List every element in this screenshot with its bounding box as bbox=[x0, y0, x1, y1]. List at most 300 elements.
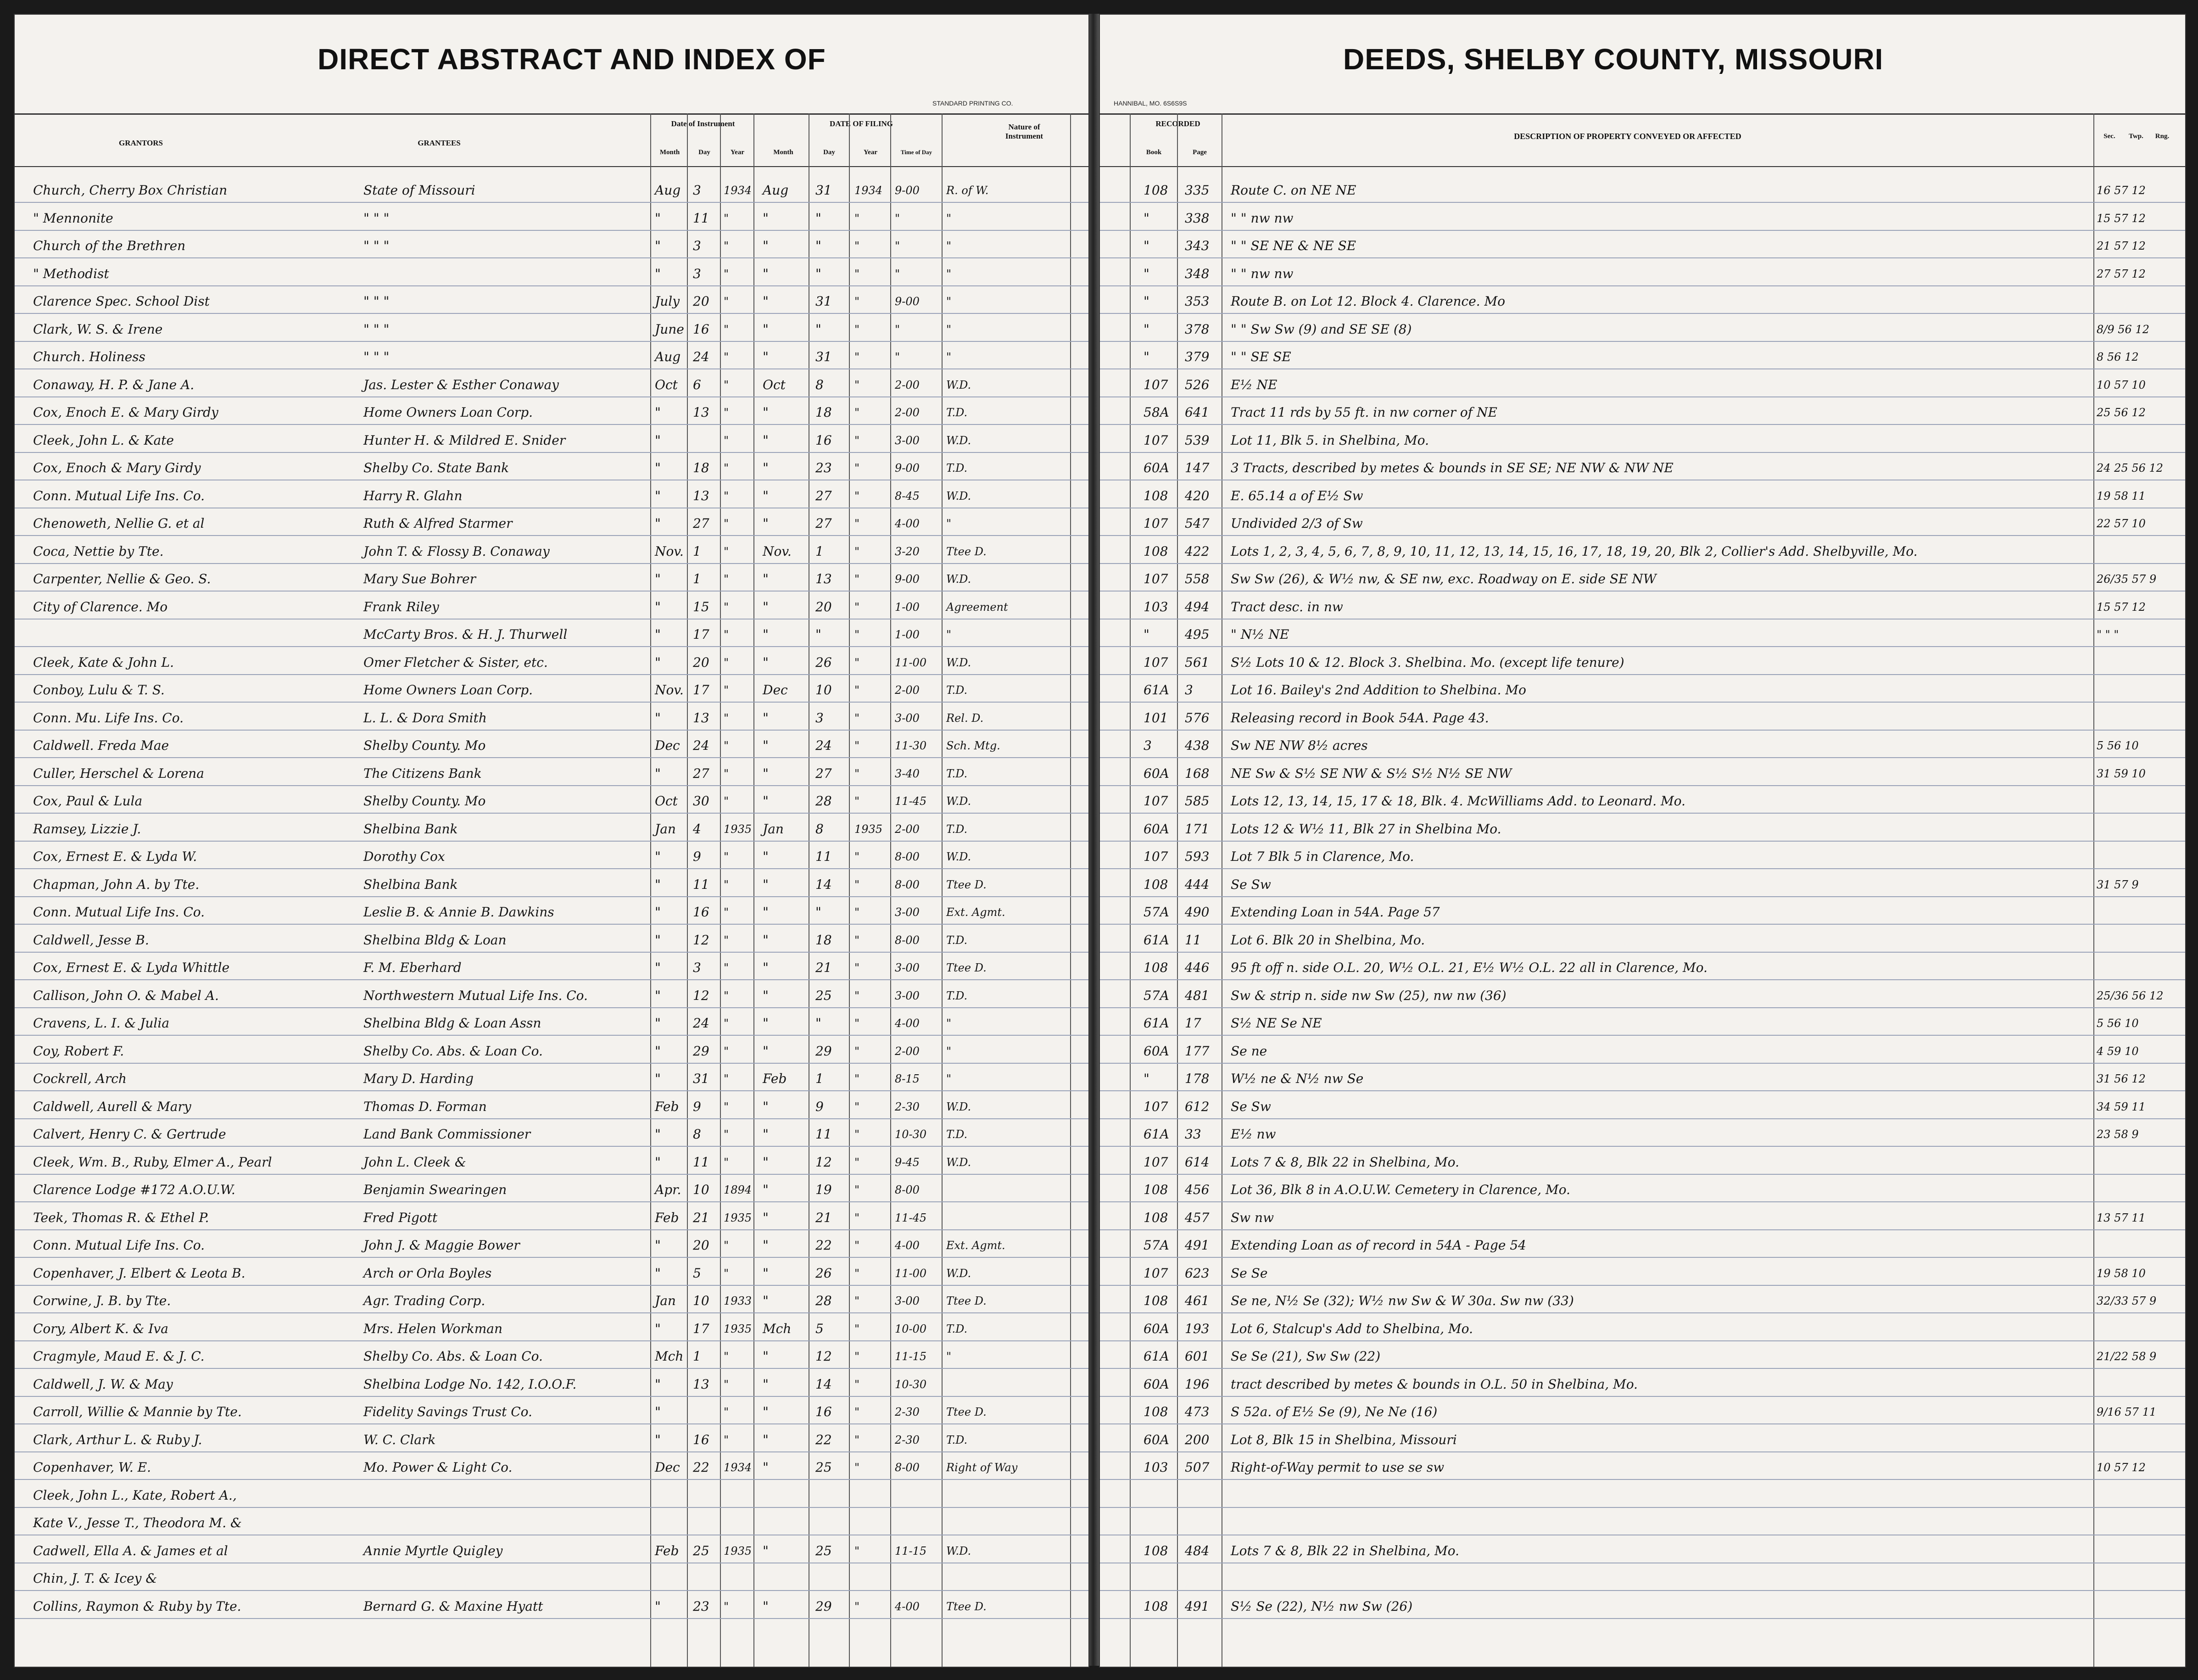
cell-page: 576 bbox=[1185, 710, 1210, 726]
right-ledger-row bbox=[1100, 536, 2185, 567]
cell-book: 57A bbox=[1144, 904, 1169, 920]
cell-im: Aug bbox=[655, 183, 681, 198]
cell-desc: Se ne bbox=[1231, 1043, 1267, 1059]
cell-id: 24 bbox=[693, 349, 709, 364]
cell-im: Apr. bbox=[655, 1182, 681, 1197]
cell-time: 1-00 bbox=[895, 628, 920, 641]
cell-fd: 8 bbox=[815, 821, 824, 837]
cell-im: Feb bbox=[655, 1099, 679, 1114]
cell-desc: Lots 12, 13, 14, 15, 17 & 18, Blk. 4. McWilliams Add. to Leonard. Mo. bbox=[1231, 793, 1686, 809]
cell-book: 108 bbox=[1144, 1404, 1168, 1419]
cell-time: 2-30 bbox=[895, 1406, 920, 1418]
cell-grantor: Caldwell. Freda Mae bbox=[33, 738, 169, 753]
cell-book: 107 bbox=[1144, 516, 1168, 531]
cell-nature: T.D. bbox=[946, 989, 968, 1002]
inst-year-header: Year bbox=[731, 149, 744, 156]
cell-nature: " bbox=[946, 295, 952, 308]
cell-time: 11-45 bbox=[895, 1211, 927, 1224]
cell-desc: Route C. on NE NE bbox=[1231, 183, 1356, 198]
cell-id: 13 bbox=[693, 710, 709, 726]
cell-str: 8 56 12 bbox=[2097, 351, 2139, 363]
cell-grantor: Conboy, Lulu & T. S. bbox=[33, 682, 165, 698]
cell-iy: " bbox=[724, 1072, 729, 1085]
right-ledger-row bbox=[1100, 425, 2185, 456]
cell-fm: " bbox=[763, 1210, 769, 1225]
cell-book: 101 bbox=[1144, 710, 1168, 726]
cell-nature: W.D. bbox=[946, 795, 971, 808]
cell-id: 4 bbox=[693, 821, 701, 837]
cell-fd: 8 bbox=[815, 377, 824, 392]
cell-nature: Ttee D. bbox=[946, 1295, 987, 1307]
cell-page: 193 bbox=[1185, 1321, 1210, 1336]
cell-fy: " bbox=[854, 1461, 860, 1474]
cell-im: " bbox=[655, 266, 661, 281]
cell-im: " bbox=[655, 849, 661, 864]
cell-desc: Lot 36, Blk 8 in A.O.U.W. Cemetery in Clarence, Mo. bbox=[1231, 1182, 1570, 1197]
cell-grantee: Agr. Trading Corp. bbox=[363, 1293, 485, 1308]
cell-book: 107 bbox=[1144, 849, 1168, 864]
left-ledger-row bbox=[15, 481, 1088, 511]
left-ledger-row bbox=[15, 1425, 1088, 1455]
cell-im: " bbox=[655, 460, 661, 475]
right-ledger-row bbox=[1100, 370, 2185, 400]
cell-id: 24 bbox=[693, 738, 709, 753]
cell-desc: " " SE NE & NE SE bbox=[1231, 238, 1356, 253]
cell-fy: " bbox=[854, 1378, 860, 1391]
right-ledger-row bbox=[1100, 1064, 2185, 1094]
cell-desc: tract described by metes & bounds in O.L. 50 in Shelbina, Mo. bbox=[1231, 1376, 1638, 1392]
cell-time: 2-00 bbox=[895, 378, 920, 391]
left-ledger-row bbox=[15, 814, 1088, 844]
cell-fm: " bbox=[763, 1349, 769, 1364]
grantees-header: GRANTEES bbox=[418, 139, 461, 147]
cell-iy: " bbox=[724, 517, 729, 530]
cell-nature: " bbox=[946, 1017, 952, 1030]
cell-im: " bbox=[655, 960, 661, 975]
cell-page: 196 bbox=[1185, 1376, 1210, 1392]
cell-fm: " bbox=[763, 710, 769, 726]
cell-fm: " bbox=[763, 849, 769, 864]
cell-grantee: Shelbina Bank bbox=[363, 821, 458, 837]
cell-time: 11-00 bbox=[895, 1267, 927, 1280]
inst-month-header: Month bbox=[659, 149, 680, 156]
cell-fd: 25 bbox=[815, 1543, 832, 1558]
cell-nature: W.D. bbox=[946, 1267, 971, 1280]
cell-fy: " bbox=[854, 1017, 860, 1030]
right-ledger-row bbox=[1100, 175, 2185, 206]
cell-grantor: Coy, Robert F. bbox=[33, 1043, 124, 1059]
cell-str: 31 56 12 bbox=[2097, 1072, 2146, 1085]
cell-iy: " bbox=[724, 961, 729, 974]
inst-day-header: Day bbox=[698, 149, 710, 156]
cell-grantee: Shelby County. Mo bbox=[363, 793, 486, 809]
cell-id: 12 bbox=[693, 932, 709, 948]
cell-fy: " bbox=[854, 628, 860, 641]
cell-im: " bbox=[655, 904, 661, 920]
left-ledger-row bbox=[15, 759, 1088, 789]
cell-page: 601 bbox=[1185, 1349, 1210, 1364]
cell-im: June bbox=[655, 321, 684, 337]
right-ledger-row bbox=[1100, 703, 2185, 733]
cell-desc: Sw NE NW 8½ acres bbox=[1231, 738, 1368, 753]
cell-grantor: Carroll, Willie & Mannie by Tte. bbox=[33, 1404, 242, 1419]
cell-fm: " bbox=[763, 904, 769, 920]
cell-page: 3 bbox=[1185, 682, 1193, 698]
cell-id: 12 bbox=[693, 988, 709, 1003]
cell-book: 108 bbox=[1144, 183, 1168, 198]
cell-book: " bbox=[1144, 1071, 1149, 1086]
cell-im: Feb bbox=[655, 1543, 679, 1558]
cell-im: Nov. bbox=[655, 543, 684, 559]
left-ledger-row bbox=[15, 175, 1088, 206]
cell-fm: " bbox=[763, 1432, 769, 1447]
cell-grantor: Cleek, Kate & John L. bbox=[33, 654, 174, 670]
cell-grantor: Cockrell, Arch bbox=[33, 1071, 127, 1086]
cell-book: 3 bbox=[1144, 738, 1152, 753]
cell-book: 57A bbox=[1144, 988, 1169, 1003]
left-ledger-row bbox=[15, 675, 1088, 705]
cell-page: 378 bbox=[1185, 321, 1210, 337]
cell-grantor: Cleek, John L. & Kate bbox=[33, 432, 174, 448]
cell-desc: Se Se bbox=[1231, 1265, 1268, 1281]
cell-grantor: Clarence Spec. School Dist bbox=[33, 294, 210, 309]
right-ledger-row bbox=[1100, 814, 2185, 844]
cell-page: 420 bbox=[1185, 488, 1210, 503]
cell-iy: " bbox=[724, 1406, 729, 1418]
cell-desc: Route B. on Lot 12. Block 4. Clarence. Mo bbox=[1231, 294, 1506, 309]
cell-fm: " bbox=[763, 1293, 769, 1308]
cell-fm: " bbox=[763, 432, 769, 448]
cell-page: 539 bbox=[1185, 432, 1210, 448]
cell-time: 11-45 bbox=[895, 795, 927, 808]
cell-fy: " bbox=[854, 1044, 860, 1058]
left-ledger-row bbox=[15, 842, 1088, 872]
right-ledger-row bbox=[1100, 759, 2185, 789]
cell-id: 16 bbox=[693, 904, 709, 920]
cell-page: 494 bbox=[1185, 599, 1210, 614]
cell-grantor: Carpenter, Nellie & Geo. S. bbox=[33, 571, 211, 586]
cell-fy: " bbox=[854, 933, 860, 947]
cell-book: 107 bbox=[1144, 432, 1168, 448]
cell-book: 61A bbox=[1144, 1127, 1169, 1142]
cell-id: 29 bbox=[693, 1043, 709, 1059]
cell-fy: " bbox=[854, 489, 860, 502]
cell-fm: Mch bbox=[763, 1321, 792, 1336]
cell-time: " bbox=[895, 212, 900, 225]
cell-time: 11-30 bbox=[895, 739, 927, 752]
cell-iy: " bbox=[724, 1017, 729, 1030]
cell-grantor: Ramsey, Lizzie J. bbox=[33, 821, 141, 837]
right-page-title: DEEDS, SHELBY COUNTY, MISSOURI bbox=[1343, 43, 1884, 76]
cell-str: 34 59 11 bbox=[2097, 1100, 2146, 1113]
cell-grantee: The Citizens Bank bbox=[363, 765, 482, 781]
cell-book: 107 bbox=[1144, 571, 1168, 586]
right-ledger-row bbox=[1100, 1258, 2185, 1289]
cell-grantee: Shelbina Bank bbox=[363, 876, 458, 892]
cell-time: 3-40 bbox=[895, 767, 920, 780]
cell-page: 348 bbox=[1185, 266, 1210, 281]
cell-grantor: Callison, John O. & Mabel A. bbox=[33, 988, 219, 1003]
right-ledger-row bbox=[1100, 1452, 2185, 1483]
cell-str: 21/22 58 9 bbox=[2097, 1350, 2157, 1363]
cell-page: 171 bbox=[1185, 821, 1210, 837]
cell-fm: " bbox=[763, 738, 769, 753]
cell-desc: W½ ne & N½ nw Se bbox=[1231, 1071, 1364, 1086]
cell-fm: " bbox=[763, 1127, 769, 1142]
left-ledger-row bbox=[15, 1480, 1088, 1511]
cell-grantor: Cox, Ernest E. & Lyda Whittle bbox=[33, 960, 230, 975]
cell-grantee: Fidelity Savings Trust Co. bbox=[363, 1404, 532, 1419]
left-ledger-row bbox=[15, 1175, 1088, 1205]
sec-header: Sec. bbox=[2103, 133, 2115, 140]
cell-fm: " bbox=[763, 1598, 769, 1614]
cell-grantee: F. M. Eberhard bbox=[363, 960, 462, 975]
cell-fy: " bbox=[854, 1128, 860, 1141]
cell-im: Dec bbox=[655, 738, 680, 753]
cell-iy: 1935 bbox=[724, 822, 752, 836]
cell-grantor: Copenhaver, J. Elbert & Leota B. bbox=[33, 1265, 245, 1281]
cell-time: 8-15 bbox=[895, 1072, 920, 1085]
cell-iy: " bbox=[724, 1433, 729, 1446]
cell-grantor: Chin, J. T. & Icey & bbox=[33, 1571, 157, 1586]
cell-im: " bbox=[655, 238, 661, 253]
cell-nature: Ttee D. bbox=[946, 1600, 987, 1613]
right-ledger-row bbox=[1100, 1092, 2185, 1122]
cell-fy: " bbox=[854, 711, 860, 725]
cell-im: " bbox=[655, 988, 661, 1003]
cell-fd: 29 bbox=[815, 1043, 832, 1059]
cell-str: 19 58 10 bbox=[2097, 1267, 2146, 1280]
cell-nature: W.D. bbox=[946, 573, 971, 586]
cell-str: 21 57 12 bbox=[2097, 240, 2146, 252]
cell-desc: Lot 7 Blk 5 in Clarence, Mo. bbox=[1231, 849, 1414, 864]
cell-fy: " bbox=[854, 795, 860, 808]
cell-id: 18 bbox=[693, 460, 709, 475]
cell-time: 10-30 bbox=[895, 1378, 927, 1391]
right-ledger-row bbox=[1100, 203, 2185, 234]
cell-nature: Ttee D. bbox=[946, 1406, 987, 1418]
cell-fd: 12 bbox=[815, 1154, 832, 1170]
right-ledger-row bbox=[1100, 925, 2185, 955]
right-ledger-row bbox=[1100, 1397, 2185, 1427]
cell-im: " bbox=[655, 1265, 661, 1281]
cell-grantor: Conaway, H. P. & Jane A. bbox=[33, 377, 195, 392]
right-ledger-row bbox=[1100, 897, 2185, 927]
cell-fd: 27 bbox=[815, 765, 832, 781]
cell-iy: " bbox=[724, 240, 729, 252]
cell-id: 10 bbox=[693, 1182, 709, 1197]
right-ledger-row bbox=[1100, 786, 2185, 816]
cell-iy: " bbox=[724, 434, 729, 447]
cell-fd: 16 bbox=[815, 1404, 832, 1419]
cell-fy: " bbox=[854, 1544, 860, 1557]
cell-grantee: Mary Sue Bohrer bbox=[363, 571, 476, 586]
cell-page: 641 bbox=[1185, 405, 1210, 420]
cell-fy: " bbox=[854, 323, 860, 336]
cell-iy: " bbox=[724, 878, 729, 891]
cell-time: 10-00 bbox=[895, 1322, 927, 1335]
cell-nature: T.D. bbox=[946, 684, 968, 697]
cell-fy: " bbox=[854, 1211, 860, 1224]
left-ledger-row bbox=[15, 953, 1088, 983]
cell-desc: Sw nw bbox=[1231, 1210, 1274, 1225]
cell-fy: " bbox=[854, 434, 860, 447]
cell-nature: Ttee D. bbox=[946, 961, 987, 974]
cell-nature: T.D. bbox=[946, 1322, 968, 1335]
cell-page: 507 bbox=[1185, 1460, 1210, 1475]
cell-id: 9 bbox=[693, 849, 701, 864]
left-ledger-row bbox=[15, 1314, 1088, 1344]
cell-iy: 1934 bbox=[724, 1461, 752, 1474]
cell-time: 3-00 bbox=[895, 711, 920, 725]
cell-desc: Se Se (21), Sw Sw (22) bbox=[1231, 1349, 1381, 1364]
cell-nature: " bbox=[946, 628, 952, 641]
cell-id: 25 bbox=[693, 1543, 709, 1558]
right-ledger-row bbox=[1100, 564, 2185, 594]
cell-grantee: John T. & Flossy B. Conaway bbox=[363, 543, 550, 559]
left-ledger-row bbox=[15, 286, 1088, 317]
cell-fm: " bbox=[763, 321, 769, 337]
cell-time: 4-00 bbox=[895, 1017, 920, 1030]
cell-desc: S½ Lots 10 & 12. Block 3. Shelbina. Mo. (except life tenure) bbox=[1231, 654, 1624, 670]
right-ledger-row bbox=[1100, 620, 2185, 650]
cell-desc: Lot 11, Blk 5. in Shelbina, Mo. bbox=[1231, 432, 1429, 448]
right-ledger-row bbox=[1100, 842, 2185, 872]
cell-iy: 1933 bbox=[724, 1295, 752, 1307]
cell-iy: " bbox=[724, 795, 729, 808]
cell-grantor: Conn. Mutual Life Ins. Co. bbox=[33, 488, 205, 503]
cell-im: " bbox=[655, 1238, 661, 1253]
cell-page: 495 bbox=[1185, 627, 1210, 642]
cell-fy: " bbox=[854, 656, 860, 669]
cell-page: 343 bbox=[1185, 238, 1210, 253]
cell-grantee: Annie Myrtle Quigley bbox=[363, 1543, 503, 1558]
cell-iy: " bbox=[724, 323, 729, 336]
left-ledger-row bbox=[15, 259, 1088, 289]
cell-nature: W.D. bbox=[946, 434, 971, 447]
cell-nature: Ttee D. bbox=[946, 545, 987, 558]
cell-nature: W.D. bbox=[946, 1100, 971, 1113]
page-header: Page bbox=[1193, 149, 1207, 156]
cell-iy: " bbox=[724, 989, 729, 1002]
cell-page: 623 bbox=[1185, 1265, 1210, 1281]
cell-time: " bbox=[895, 240, 900, 252]
cell-id: 16 bbox=[693, 1432, 709, 1447]
cell-book: 107 bbox=[1144, 1099, 1168, 1114]
cell-im: " bbox=[655, 1016, 661, 1031]
cell-desc: Lots 7 & 8, Blk 22 in Shelbina, Mo. bbox=[1231, 1154, 1460, 1170]
cell-iy: " bbox=[724, 906, 729, 919]
cell-book: " bbox=[1144, 266, 1149, 281]
cell-time: 4-00 bbox=[895, 1600, 920, 1613]
cell-time: 11-15 bbox=[895, 1350, 927, 1363]
cell-id: 17 bbox=[693, 682, 709, 698]
cell-fy: " bbox=[854, 906, 860, 919]
cell-book: 60A bbox=[1144, 765, 1169, 781]
cell-grantor: Chenoweth, Nellie G. et al bbox=[33, 516, 205, 531]
cell-fm: " bbox=[763, 627, 769, 642]
cell-id: 27 bbox=[693, 765, 709, 781]
cell-str: 16 57 12 bbox=[2097, 184, 2146, 197]
cell-grantee: Mo. Power & Light Co. bbox=[363, 1460, 513, 1475]
cell-nature: W.D. bbox=[946, 378, 971, 391]
cell-fm: Dec bbox=[763, 682, 788, 698]
right-ledger-row bbox=[1100, 1314, 2185, 1344]
cell-page: 438 bbox=[1185, 738, 1210, 753]
cell-time: 11-00 bbox=[895, 656, 927, 669]
filing-day-header: Day bbox=[823, 149, 835, 156]
cell-page: 558 bbox=[1185, 571, 1210, 586]
cell-page: 614 bbox=[1185, 1154, 1210, 1170]
cell-time: 3-00 bbox=[895, 1295, 920, 1307]
cell-id: 1 bbox=[693, 543, 701, 559]
cell-time: 8-00 bbox=[895, 1183, 920, 1196]
cell-time: 2-00 bbox=[895, 406, 920, 419]
cell-iy: " bbox=[724, 378, 729, 391]
cell-grantor: Cox, Ernest E. & Lyda W. bbox=[33, 849, 197, 864]
cell-im: " bbox=[655, 876, 661, 892]
cell-id: 17 bbox=[693, 1321, 709, 1336]
cell-page: 585 bbox=[1185, 793, 1210, 809]
cell-id: 9 bbox=[693, 1099, 701, 1114]
right-ledger-row bbox=[1100, 286, 2185, 317]
cell-fy: " bbox=[854, 1406, 860, 1418]
cell-nature: W.D. bbox=[946, 489, 971, 502]
cell-fy: " bbox=[854, 240, 860, 252]
cell-im: Aug bbox=[655, 349, 681, 364]
cell-grantee: Arch or Orla Boyles bbox=[363, 1265, 492, 1281]
cell-fm: " bbox=[763, 405, 769, 420]
cell-fd: " bbox=[815, 627, 821, 642]
cell-str: 24 25 56 12 bbox=[2097, 462, 2164, 474]
cell-time: 3-00 bbox=[895, 434, 920, 447]
left-ledger-row bbox=[15, 870, 1088, 900]
right-ledger-row bbox=[1100, 1203, 2185, 1233]
cell-fy: " bbox=[854, 1267, 860, 1280]
cell-desc: Lot 16. Bailey's 2nd Addition to Shelbina. Mo bbox=[1231, 682, 1526, 698]
cell-fy: 1935 bbox=[854, 822, 883, 836]
cell-nature: " bbox=[946, 267, 952, 280]
cell-iy: " bbox=[724, 600, 729, 614]
cell-fd: 18 bbox=[815, 932, 832, 948]
cell-grantee: John L. Cleek & bbox=[363, 1154, 466, 1170]
left-ledger-row bbox=[15, 1092, 1088, 1122]
cell-fm: " bbox=[763, 460, 769, 475]
right-ledger-row bbox=[1100, 397, 2185, 428]
cell-book: " bbox=[1144, 627, 1149, 642]
cell-nature: T.D. bbox=[946, 767, 968, 780]
cell-fm: " bbox=[763, 294, 769, 309]
cell-grantor: Church, Cherry Box Christian bbox=[33, 183, 228, 198]
cell-iy: " bbox=[724, 351, 729, 363]
left-ledger-row bbox=[15, 397, 1088, 428]
cell-fd: 23 bbox=[815, 460, 832, 475]
cell-grantor: Conn. Mutual Life Ins. Co. bbox=[33, 1238, 205, 1253]
cell-fy: " bbox=[854, 378, 860, 391]
left-ledger-row bbox=[15, 1286, 1088, 1316]
cell-fd: 27 bbox=[815, 516, 832, 531]
cell-fy: " bbox=[854, 1295, 860, 1307]
cell-book: 108 bbox=[1144, 1182, 1168, 1197]
cell-book: 108 bbox=[1144, 876, 1168, 892]
cell-iy: " bbox=[724, 489, 729, 502]
cell-id: 11 bbox=[693, 876, 709, 892]
cell-fy: " bbox=[854, 1072, 860, 1085]
cell-fd: 20 bbox=[815, 599, 832, 614]
cell-str: 13 57 11 bbox=[2097, 1211, 2146, 1224]
cell-fd: 31 bbox=[815, 294, 832, 309]
cell-im: " bbox=[655, 1404, 661, 1419]
